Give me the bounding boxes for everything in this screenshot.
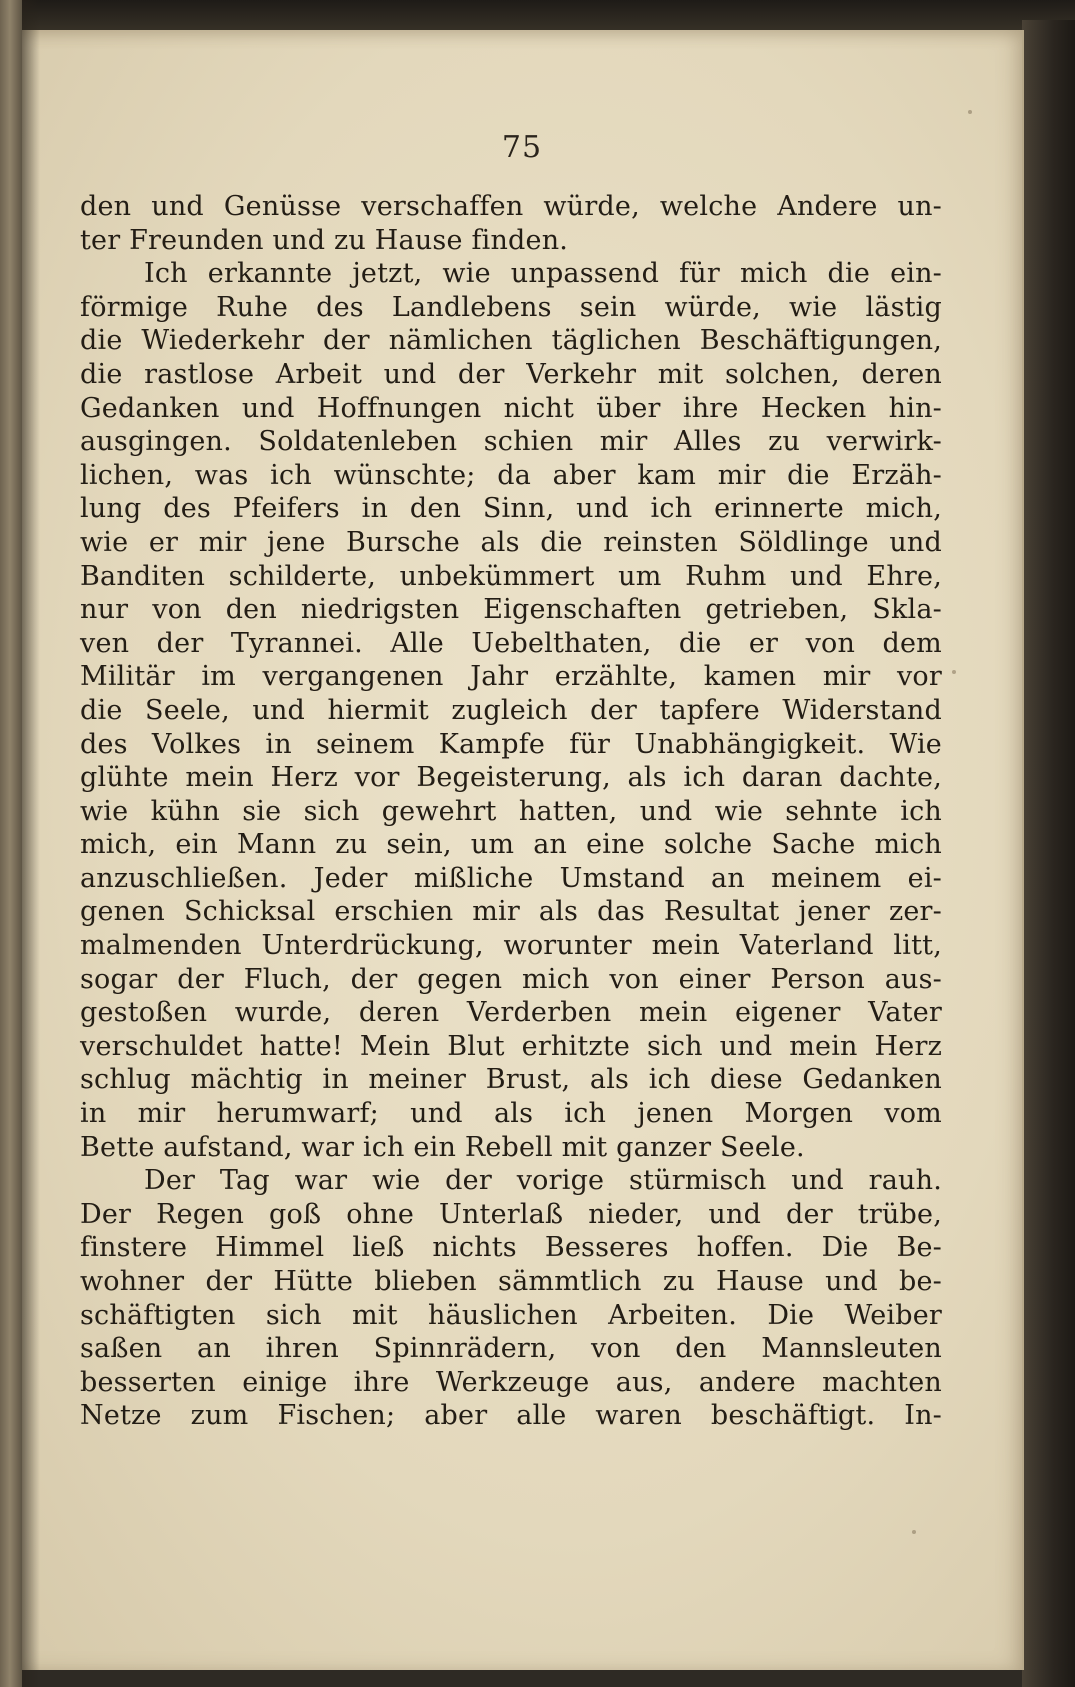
text-line: mich, ein Mann zu sein, um an eine solche Sache mich	[80, 829, 942, 861]
text-line: die Seele, und hiermit zugleich der tapfere Widerstand	[80, 694, 942, 726]
book-page	[22, 30, 1024, 1670]
body-text	[80, 190, 942, 1433]
text-line: genen Schicksal erschien mir als das Resultat jener zer-	[80, 896, 942, 928]
text-line: besserten einige ihre Werkzeuge aus, andere machten	[80, 1366, 942, 1398]
paper-speck	[968, 110, 972, 114]
text-line: sogar der Fluch, der gegen mich von einer Person aus-	[80, 963, 942, 995]
text-line: nur von den niedrigsten Eigenschaften getrieben, Skla-	[80, 594, 942, 626]
text-line: lichen, was ich wünschte; da aber kam mir die Erzäh-	[80, 459, 942, 491]
text-line: förmige Ruhe des Landlebens sein würde, wie lästig	[80, 291, 942, 323]
text-line: lung des Pfeifers in den Sinn, und ich erinnerte mich,	[80, 493, 942, 525]
text-line: malmenden Unterdrückung, worunter mein Vaterland litt,	[80, 930, 942, 962]
text-line: schäftigten sich mit häuslichen Arbeiten. Die Weiber	[80, 1299, 942, 1331]
book-cover-edge	[1022, 20, 1075, 1687]
text-line: verschuldet hatte! Mein Blut erhitzte sich und mein Herz	[80, 1030, 942, 1062]
page-number: 75	[501, 130, 543, 165]
text-line: Gedanken und Hoffnungen nicht über ihre Hecken hin-	[80, 392, 942, 424]
text-line: Netze zum Fischen; aber alle waren beschäftigt. In-	[80, 1400, 942, 1432]
text-line: Ich erkannte jetzt, wie unpassend für mich die ein-	[144, 258, 942, 290]
text-line: Der Tag war wie der vorige stürmisch und rauh.	[144, 1165, 942, 1197]
gutter-shadow	[22, 0, 40, 1687]
text-line: Banditen schilderte, unbekümmert um Ruhm und Ehre,	[80, 560, 942, 592]
text-line: den und Genüsse verschaffen würde, welche Andere un-	[80, 191, 942, 222]
text-line: die rastlose Arbeit und der Verkehr mit solchen, deren	[80, 358, 942, 390]
text-line: des Volkes in seinem Kampfe für Unabhängigkeit. Wie	[80, 728, 942, 760]
text-line: die Wiederkehr der nämlichen täglichen Beschäftigungen,	[80, 325, 942, 357]
text-line: finstere Himmel ließ nichts Besseres hoffen. Die Be-	[80, 1232, 942, 1264]
text-line: wie er mir jene Bursche als die reinsten Söldlinge und	[80, 526, 942, 558]
text-line: Der Regen goß ohne Unterlaß nieder, und der trübe,	[80, 1198, 942, 1230]
text-line: Bette aufstand, war ich ein Rebell mit ganzer Seele.	[80, 1131, 805, 1163]
text-line: glühte mein Herz vor Begeisterung, als ich daran dachte,	[80, 762, 942, 794]
text-line: saßen an ihren Spinnrädern, von den Mannsleuten	[80, 1333, 942, 1365]
facing-page-edge	[0, 0, 22, 1687]
text-line: Militär im vergangenen Jahr erzählte, kamen mir vor	[80, 661, 942, 693]
text-line: in mir herumwarf; und als ich jenen Morgen vom	[80, 1098, 942, 1130]
text-line: ven der Tyrannei. Alle Uebelthaten, die er von dem	[80, 627, 942, 659]
text-line: wie kühn sie sich gewehrt hatten, und wie sehnte ich	[80, 795, 942, 827]
text-line: ausgingen. Soldatenleben schien mir Alles zu verwirk-	[80, 426, 942, 458]
text-line: gestoßen wurde, deren Verderben mein eigener Vater	[80, 997, 942, 1029]
text-line: wohner der Hütte blieben sämmtlich zu Hause und be-	[80, 1266, 942, 1297]
text-line: ter Freunden und zu Hause finden.	[80, 224, 569, 256]
text-line: schlug mächtig in meiner Brust, als ich diese Gedanken	[80, 1064, 942, 1096]
paper-speck	[952, 670, 956, 674]
paper-speck	[912, 1530, 916, 1534]
text-line: anzuschließen. Jeder mißliche Umstand an meinem ei-	[80, 862, 942, 894]
